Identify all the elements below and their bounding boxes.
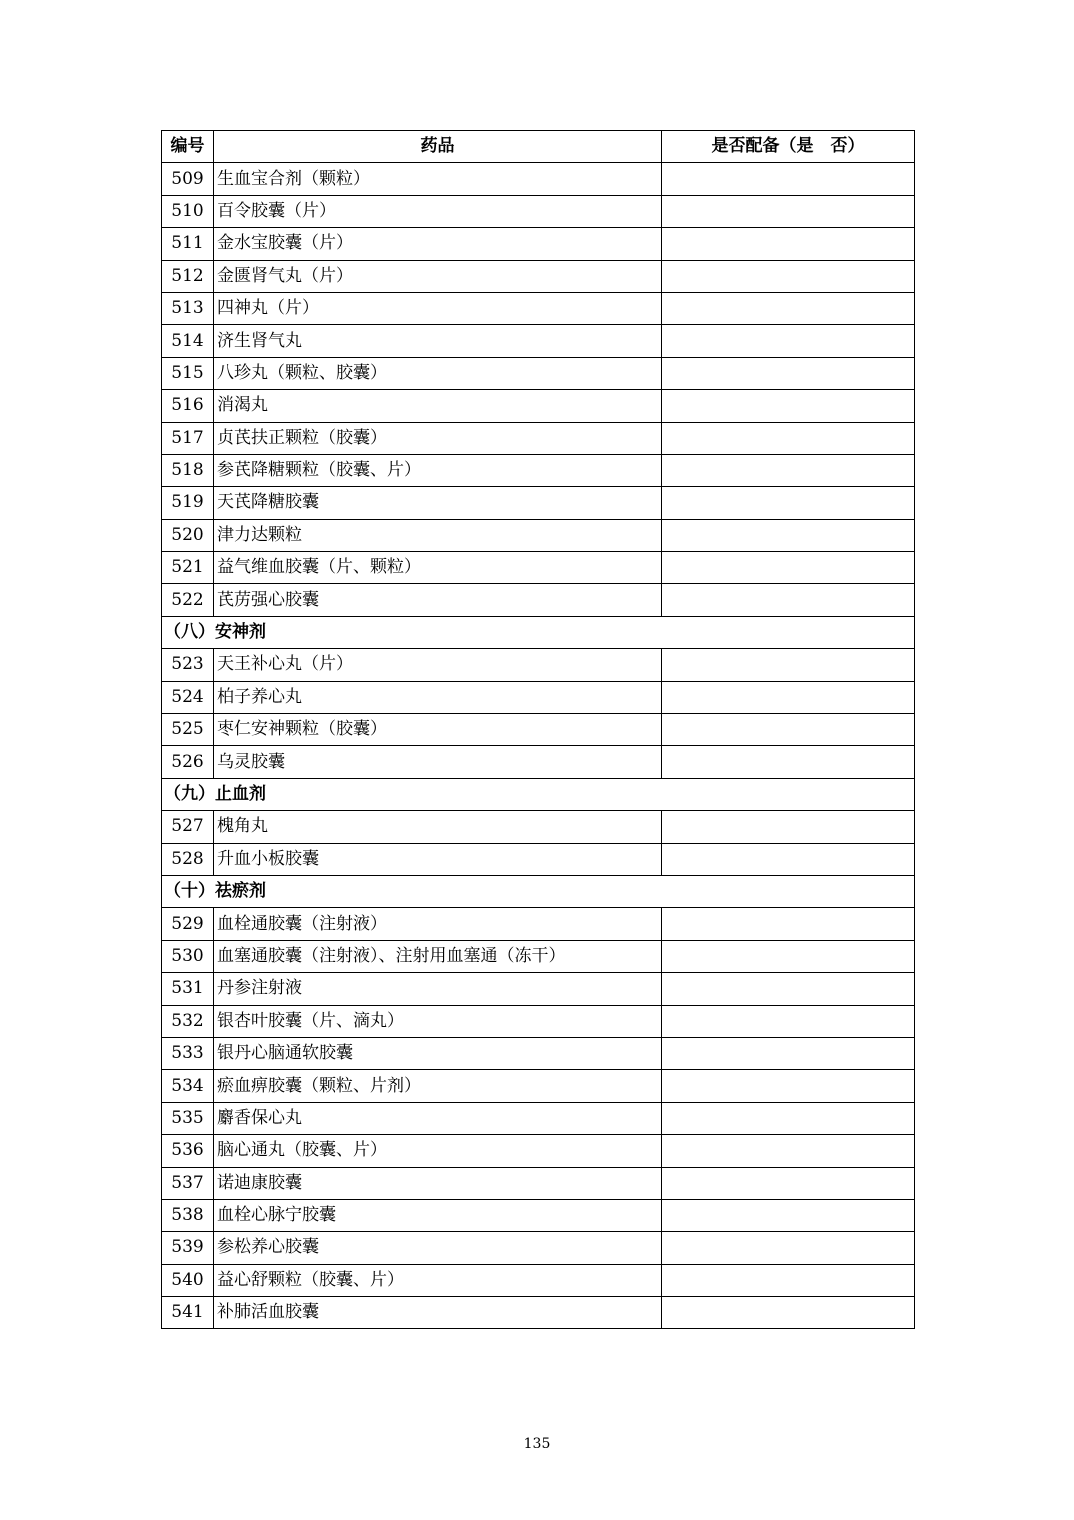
section-title: （九）止血剂 bbox=[162, 778, 915, 810]
row-number: 540 bbox=[162, 1264, 214, 1296]
table-row bbox=[162, 714, 915, 746]
table-row bbox=[162, 422, 915, 454]
table-row bbox=[162, 1070, 915, 1102]
row-number: 511 bbox=[162, 228, 214, 260]
header-drug: 药品 bbox=[214, 131, 662, 163]
table-row bbox=[162, 681, 915, 713]
row-number: 515 bbox=[162, 357, 214, 389]
drug-name: 银杏叶胶囊（片、滴丸） bbox=[214, 1005, 662, 1037]
row-number: 514 bbox=[162, 325, 214, 357]
equipped-cell[interactable] bbox=[662, 940, 915, 972]
equipped-cell[interactable] bbox=[662, 1232, 915, 1264]
drug-name: 血栓心脉宁胶囊 bbox=[214, 1199, 662, 1231]
row-number: 513 bbox=[162, 292, 214, 324]
table-row bbox=[162, 487, 915, 519]
row-number: 512 bbox=[162, 260, 214, 292]
equipped-cell[interactable] bbox=[662, 908, 915, 940]
equipped-cell[interactable] bbox=[662, 811, 915, 843]
table-header-row bbox=[162, 131, 915, 163]
row-number: 537 bbox=[162, 1167, 214, 1199]
table-row bbox=[162, 519, 915, 551]
table-row bbox=[162, 584, 915, 616]
section-row bbox=[162, 616, 915, 648]
table-row bbox=[162, 1135, 915, 1167]
drug-name: 天王补心丸（片） bbox=[214, 649, 662, 681]
drug-name: 益心舒颗粒（胶囊、片） bbox=[214, 1264, 662, 1296]
row-number: 527 bbox=[162, 811, 214, 843]
equipped-cell[interactable] bbox=[662, 325, 915, 357]
row-number: 536 bbox=[162, 1135, 214, 1167]
equipped-cell[interactable] bbox=[662, 422, 915, 454]
table-body bbox=[162, 163, 915, 1329]
table-row bbox=[162, 1232, 915, 1264]
row-number: 524 bbox=[162, 681, 214, 713]
drug-name: 天芪降糖胶囊 bbox=[214, 487, 662, 519]
row-number: 510 bbox=[162, 195, 214, 227]
equipped-cell[interactable] bbox=[662, 681, 915, 713]
medicine-table bbox=[161, 130, 915, 1329]
equipped-cell[interactable] bbox=[662, 519, 915, 551]
drug-name: 消渴丸 bbox=[214, 390, 662, 422]
equipped-cell[interactable] bbox=[662, 1102, 915, 1134]
table-row bbox=[162, 1005, 915, 1037]
drug-name: 乌灵胶囊 bbox=[214, 746, 662, 778]
drug-name: 金水宝胶囊（片） bbox=[214, 228, 662, 260]
row-number: 534 bbox=[162, 1070, 214, 1102]
row-number: 523 bbox=[162, 649, 214, 681]
drug-name: 诺迪康胶囊 bbox=[214, 1167, 662, 1199]
table-row bbox=[162, 908, 915, 940]
table-row bbox=[162, 292, 915, 324]
header-number: 编号 bbox=[162, 131, 214, 163]
equipped-cell[interactable] bbox=[662, 292, 915, 324]
section-title: （十）祛瘀剂 bbox=[162, 875, 915, 907]
row-number: 533 bbox=[162, 1037, 214, 1069]
table-row bbox=[162, 1037, 915, 1069]
drug-name: 参松养心胶囊 bbox=[214, 1232, 662, 1264]
page-number: 135 bbox=[523, 1436, 551, 1452]
drug-name: 槐角丸 bbox=[214, 811, 662, 843]
equipped-cell[interactable] bbox=[662, 487, 915, 519]
table-row bbox=[162, 811, 915, 843]
equipped-cell[interactable] bbox=[662, 228, 915, 260]
table-row bbox=[162, 1167, 915, 1199]
drug-name: 生血宝合剂（颗粒） bbox=[214, 163, 662, 195]
drug-name: 血塞通胶囊（注射液）、注射用血塞通（冻干） bbox=[214, 940, 662, 972]
equipped-cell[interactable] bbox=[662, 1005, 915, 1037]
drug-name: 丹参注射液 bbox=[214, 973, 662, 1005]
drug-name: 四神丸（片） bbox=[214, 292, 662, 324]
equipped-cell[interactable] bbox=[662, 649, 915, 681]
row-number: 528 bbox=[162, 843, 214, 875]
row-number: 530 bbox=[162, 940, 214, 972]
equipped-cell[interactable] bbox=[662, 454, 915, 486]
drug-name: 升血小板胶囊 bbox=[214, 843, 662, 875]
equipped-cell[interactable] bbox=[662, 390, 915, 422]
equipped-cell[interactable] bbox=[662, 973, 915, 1005]
drug-name: 枣仁安神颗粒（胶囊） bbox=[214, 714, 662, 746]
drug-name: 金匮肾气丸（片） bbox=[214, 260, 662, 292]
table-row bbox=[162, 649, 915, 681]
row-number: 509 bbox=[162, 163, 214, 195]
row-number: 531 bbox=[162, 973, 214, 1005]
table-row bbox=[162, 843, 915, 875]
drug-name: 脑心通丸（胶囊、片） bbox=[214, 1135, 662, 1167]
equipped-cell[interactable] bbox=[662, 746, 915, 778]
row-number: 520 bbox=[162, 519, 214, 551]
equipped-cell[interactable] bbox=[662, 714, 915, 746]
drug-name: 柏子养心丸 bbox=[214, 681, 662, 713]
table-row bbox=[162, 1297, 915, 1329]
row-number: 541 bbox=[162, 1297, 214, 1329]
row-number: 538 bbox=[162, 1199, 214, 1231]
table-row bbox=[162, 357, 915, 389]
table-row bbox=[162, 1102, 915, 1134]
row-number: 519 bbox=[162, 487, 214, 519]
drug-name: 瘀血痹胶囊（颗粒、片剂） bbox=[214, 1070, 662, 1102]
row-number: 529 bbox=[162, 908, 214, 940]
header-equipped: 是否配备（是 否） bbox=[662, 131, 915, 163]
equipped-cell[interactable] bbox=[662, 1297, 915, 1329]
equipped-cell[interactable] bbox=[662, 1037, 915, 1069]
drug-name: 贞芪扶正颗粒（胶囊） bbox=[214, 422, 662, 454]
table-row bbox=[162, 1264, 915, 1296]
drug-name: 麝香保心丸 bbox=[214, 1102, 662, 1134]
table-row bbox=[162, 228, 915, 260]
equipped-cell[interactable] bbox=[662, 1070, 915, 1102]
equipped-cell[interactable] bbox=[662, 1199, 915, 1231]
equipped-cell[interactable] bbox=[662, 552, 915, 584]
equipped-cell[interactable] bbox=[662, 195, 915, 227]
table-row bbox=[162, 454, 915, 486]
equipped-cell[interactable] bbox=[662, 843, 915, 875]
table-row bbox=[162, 195, 915, 227]
drug-name: 银丹心脑通软胶囊 bbox=[214, 1037, 662, 1069]
drug-name: 血栓通胶囊（注射液） bbox=[214, 908, 662, 940]
table-row bbox=[162, 260, 915, 292]
row-number: 525 bbox=[162, 714, 214, 746]
equipped-cell[interactable] bbox=[662, 163, 915, 195]
drug-name: 益气维血胶囊（片、颗粒） bbox=[214, 552, 662, 584]
row-number: 517 bbox=[162, 422, 214, 454]
table-row bbox=[162, 940, 915, 972]
row-number: 516 bbox=[162, 390, 214, 422]
row-number: 522 bbox=[162, 584, 214, 616]
row-number: 526 bbox=[162, 746, 214, 778]
equipped-cell[interactable] bbox=[662, 1264, 915, 1296]
equipped-cell[interactable] bbox=[662, 1167, 915, 1199]
drug-name: 芪苈强心胶囊 bbox=[214, 584, 662, 616]
section-title: （八）安神剂 bbox=[162, 616, 915, 648]
equipped-cell[interactable] bbox=[662, 260, 915, 292]
table-row bbox=[162, 552, 915, 584]
table-row bbox=[162, 746, 915, 778]
row-number: 539 bbox=[162, 1232, 214, 1264]
drug-name: 济生肾气丸 bbox=[214, 325, 662, 357]
row-number: 518 bbox=[162, 454, 214, 486]
row-number: 521 bbox=[162, 552, 214, 584]
equipped-cell[interactable] bbox=[662, 357, 915, 389]
table-row bbox=[162, 325, 915, 357]
drug-name: 八珍丸（颗粒、胶囊） bbox=[214, 357, 662, 389]
equipped-cell[interactable] bbox=[662, 584, 915, 616]
table-row bbox=[162, 973, 915, 1005]
drug-name: 参芪降糖颗粒（胶囊、片） bbox=[214, 454, 662, 486]
drug-name: 百令胶囊（片） bbox=[214, 195, 662, 227]
table-row bbox=[162, 390, 915, 422]
equipped-cell[interactable] bbox=[662, 1135, 915, 1167]
table-row bbox=[162, 163, 915, 195]
section-row bbox=[162, 778, 915, 810]
section-row bbox=[162, 875, 915, 907]
drug-name: 津力达颗粒 bbox=[214, 519, 662, 551]
row-number: 532 bbox=[162, 1005, 214, 1037]
row-number: 535 bbox=[162, 1102, 214, 1134]
table-row bbox=[162, 1199, 915, 1231]
drug-name: 补肺活血胶囊 bbox=[214, 1297, 662, 1329]
